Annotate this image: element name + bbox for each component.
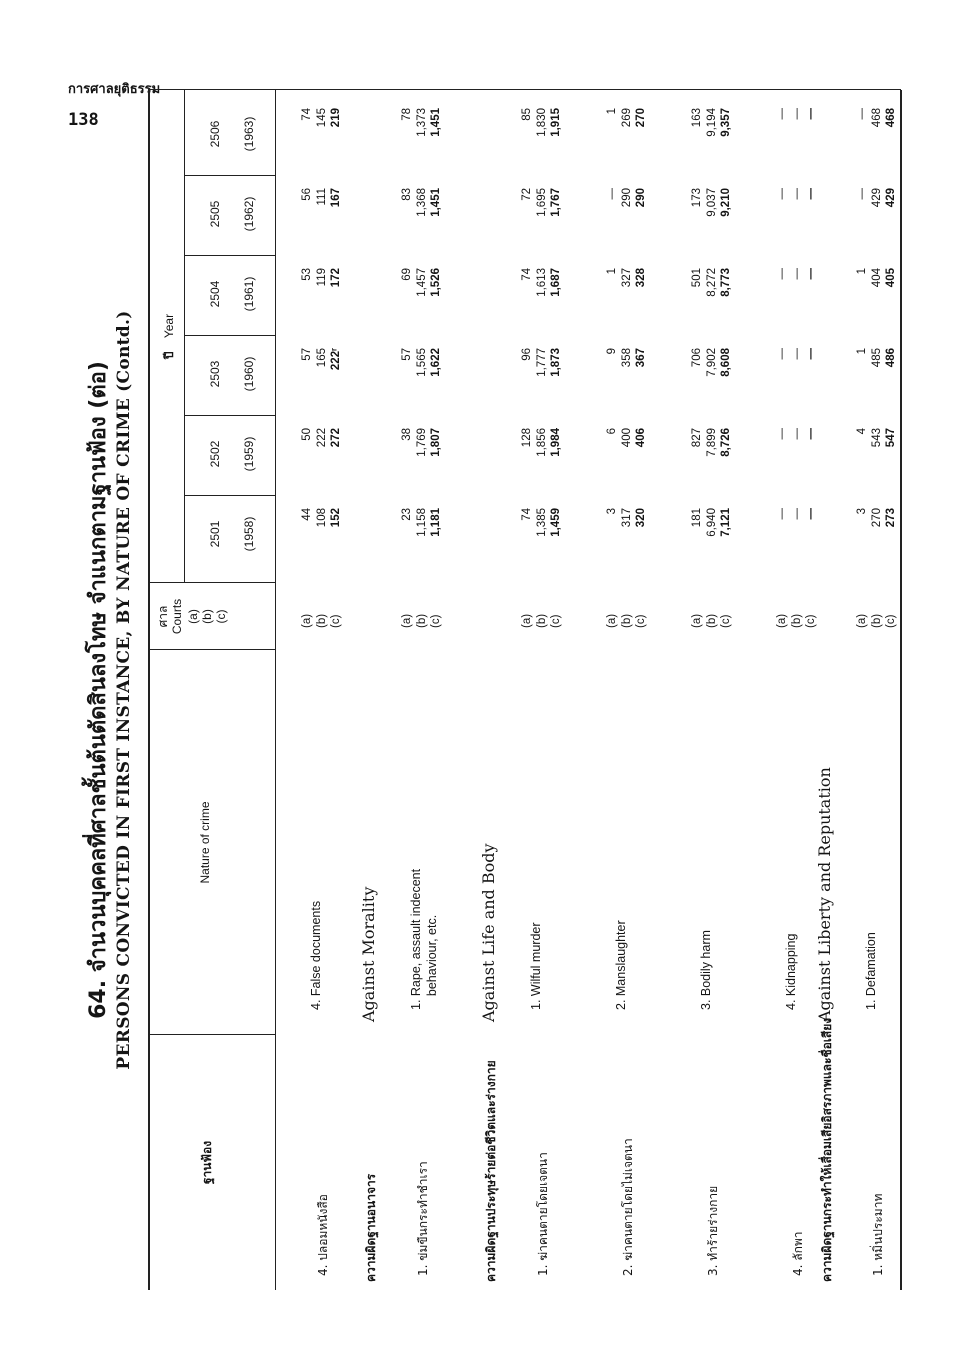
cell-c-2505: 1,451 bbox=[430, 188, 442, 217]
cell-b-2502: 1,856 bbox=[535, 428, 548, 457]
cell-b-2506: 145 bbox=[315, 108, 328, 128]
cell-b-2504: 1,613 bbox=[535, 268, 548, 297]
court-code-a: (a) bbox=[521, 613, 533, 628]
year-ce-4: (1962) bbox=[242, 196, 256, 232]
year-divider bbox=[184, 495, 276, 496]
court-code-a: (a) bbox=[776, 613, 788, 628]
charge-label-thai: 1. ข่มขืนกระทำชำเรา bbox=[416, 1161, 430, 1276]
cell-b-2506: 468 bbox=[870, 108, 883, 128]
cell-c-2505: 429 bbox=[885, 188, 897, 208]
cell-a-2506: — bbox=[856, 108, 868, 120]
cell-a-2505: — bbox=[776, 188, 788, 200]
cell-c-2504: 8,773 bbox=[720, 268, 732, 297]
header-bottom-rule bbox=[275, 90, 276, 1290]
year-be-4: 2505 bbox=[208, 200, 222, 228]
charge-label-thai: 2. ฆ่าคนตายโดยไม่เจตนา bbox=[621, 1138, 635, 1276]
cell-c-2501: 152 bbox=[330, 508, 342, 528]
cell-b-2501: 108 bbox=[315, 508, 328, 528]
cell-a-2503: 57 bbox=[301, 348, 313, 361]
column-header-courts-codes: (a) (b) (c) bbox=[186, 609, 228, 624]
charge-label-thai: 3. ทำร้ายร่างกาย bbox=[706, 1185, 720, 1276]
cell-c-2503: 486 bbox=[885, 348, 897, 368]
year-label-thai: ปี bbox=[162, 351, 176, 360]
crime-label: 1. Rape, assault indecent behaviour, etc. bbox=[409, 868, 439, 1010]
cell-b-2504: 404 bbox=[870, 268, 883, 288]
category-label-thai: ความผิดฐานกระทำให้เสื่อมเสียอิสรภาพและชื่อเสียง bbox=[820, 1017, 834, 1282]
cell-b-2505: 111 bbox=[315, 188, 328, 206]
court-code-c: (c) bbox=[330, 614, 342, 628]
cell-b-2503: 358 bbox=[620, 348, 633, 368]
cell-c-2502: 547 bbox=[885, 428, 897, 448]
cell-b-2502: 400 bbox=[620, 428, 633, 448]
rotated-table-block bbox=[80, 90, 900, 1290]
court-code-a: (a) bbox=[606, 613, 618, 628]
year-ce-3: (1961) bbox=[242, 276, 256, 312]
running-header-section: การศาลยุติธรรม bbox=[68, 82, 161, 97]
page-number: 138 bbox=[68, 110, 99, 130]
cell-b-2504: — bbox=[790, 268, 803, 280]
court-code-b: (b) bbox=[790, 613, 803, 628]
cell-c-2502: 1,984 bbox=[550, 428, 562, 457]
crime-label: 3. Bodily harm bbox=[699, 930, 713, 1010]
cell-a-2503: 96 bbox=[521, 348, 533, 361]
cell-a-2502: 827 bbox=[691, 428, 703, 448]
cell-a-2505: 173 bbox=[691, 188, 703, 208]
cell-c-2502: — bbox=[805, 428, 817, 440]
court-code-b: (b) bbox=[620, 613, 633, 628]
cell-b-2503: 1,777 bbox=[535, 348, 548, 377]
cell-b-2503: — bbox=[790, 348, 803, 360]
cell-b-2502: — bbox=[790, 428, 803, 440]
cell-a-2501: 74 bbox=[521, 508, 533, 521]
cell-a-2505: — bbox=[606, 188, 618, 200]
court-code-b: (b) bbox=[315, 613, 328, 628]
year-divider bbox=[184, 255, 276, 256]
table-title-thai: 64. จำนวนบุคคลที่ศาลชั้นต้นตัดสินลงโทษ จำแนกตามฐานฟ้อง (ต่อ) bbox=[86, 361, 111, 1019]
cell-c-2503: 1,873 bbox=[550, 348, 562, 377]
charge-label-thai: 4. ลักพา bbox=[791, 1231, 805, 1276]
year-subheader-rule bbox=[184, 90, 185, 583]
cell-a-2501: — bbox=[776, 508, 788, 520]
category-label-thai: ความผิดฐานประทุษร้ายต่อชีวิตและร่างกาย bbox=[484, 1060, 498, 1282]
cell-b-2505: — bbox=[790, 188, 803, 200]
year-label: Year bbox=[162, 313, 176, 339]
court-code-a: (a) bbox=[856, 613, 868, 628]
cell-a-2506: 78 bbox=[401, 108, 413, 121]
cell-b-2503: 165 bbox=[315, 348, 328, 368]
cell-a-2506: 85 bbox=[521, 108, 533, 121]
cell-c-2501: 1,181 bbox=[430, 508, 442, 537]
cell-b-2503: 1,565 bbox=[415, 348, 428, 377]
cell-b-2505: 9,037 bbox=[705, 188, 718, 217]
cell-b-2502: 1,769 bbox=[415, 428, 428, 457]
cell-a-2505: 83 bbox=[401, 188, 413, 201]
crime-label: 2. Manslaughter bbox=[614, 920, 628, 1010]
cell-a-2505: — bbox=[856, 188, 868, 200]
year-divider bbox=[184, 415, 276, 416]
cell-a-2505: 72 bbox=[521, 188, 533, 201]
cell-b-2504: 1,457 bbox=[415, 268, 428, 297]
cell-b-2501: 1,385 bbox=[535, 508, 548, 537]
cell-b-2501: 6,940 bbox=[705, 508, 718, 537]
cell-a-2504: 69 bbox=[401, 268, 413, 281]
cell-a-2504: 74 bbox=[521, 268, 533, 281]
court-code-c: (c) bbox=[430, 614, 442, 628]
cell-b-2501: — bbox=[790, 508, 803, 520]
year-ce-5: (1963) bbox=[242, 116, 256, 152]
cell-c-2506: 468 bbox=[885, 108, 897, 128]
cell-a-2502: — bbox=[776, 428, 788, 440]
cell-b-2506: 269 bbox=[620, 108, 633, 128]
year-divider bbox=[184, 335, 276, 336]
crime-label: 1. Wilful murder bbox=[529, 922, 543, 1010]
court-code-c: (c) bbox=[550, 614, 562, 628]
cell-c-2503: 367 bbox=[635, 348, 647, 368]
cell-a-2501: 3 bbox=[856, 508, 868, 515]
cell-b-2503: 485 bbox=[870, 348, 883, 368]
cell-c-2504: 405 bbox=[885, 268, 897, 288]
cell-c-2504: 328 bbox=[635, 268, 647, 288]
column-header-charge: ฐานฟ้อง bbox=[200, 1140, 214, 1185]
cell-c-2502: 1,807 bbox=[430, 428, 442, 457]
cell-c-2506: 1,915 bbox=[550, 108, 562, 137]
crime-label: 4. False documents bbox=[309, 900, 323, 1010]
year-ce-0: (1958) bbox=[242, 516, 256, 552]
cell-a-2506: 1 bbox=[606, 108, 618, 115]
cell-a-2502: 6 bbox=[606, 428, 618, 435]
cell-b-2502: 543 bbox=[870, 428, 883, 448]
cell-a-2505: 56 bbox=[301, 188, 313, 201]
cell-c-2503: 8,608 bbox=[720, 348, 732, 377]
cell-a-2504: 501 bbox=[691, 268, 703, 288]
cell-c-2502: 8,726 bbox=[720, 428, 732, 457]
cell-c-2505: 167 bbox=[330, 188, 342, 208]
court-code-b: (b) bbox=[535, 613, 548, 628]
cell-c-2501: 7,121 bbox=[720, 508, 732, 537]
cell-b-2501: 270 bbox=[870, 508, 883, 528]
cell-c-2502: 406 bbox=[635, 428, 647, 448]
cell-b-2503: 7,902 bbox=[705, 348, 718, 377]
cell-b-2502: 7,899 bbox=[705, 428, 718, 457]
cell-c-2505: 1,767 bbox=[550, 188, 562, 217]
cell-a-2501: 23 bbox=[401, 508, 413, 521]
table-title-english: PERSONS CONVICTED IN FIRST INSTANCE, BY NATURE OF CRIME (Contd.) bbox=[114, 310, 134, 1070]
cell-a-2503: 706 bbox=[691, 348, 703, 368]
court-code-b: (b) bbox=[415, 613, 428, 628]
cell-c-2506: 270 bbox=[635, 108, 647, 128]
cell-a-2502: 4 bbox=[856, 428, 868, 435]
cell-c-2504: 1,526 bbox=[430, 268, 442, 297]
court-code-a: (a) bbox=[301, 613, 313, 628]
cell-b-2506: 1,830 bbox=[535, 108, 548, 137]
cell-c-2503: 1,622 bbox=[430, 348, 442, 377]
cell-c-2502: 272 bbox=[330, 428, 342, 448]
cell-b-2505: 1,695 bbox=[535, 188, 548, 217]
year-be-2: 2503 bbox=[208, 360, 222, 388]
court-code-b: (b) bbox=[870, 613, 883, 628]
cell-c-2504: 1,687 bbox=[550, 268, 562, 297]
column-header-nature: Nature of crime bbox=[198, 801, 212, 884]
charge-label-thai: 1. ฆ่าคนตายโดยเจตนา bbox=[536, 1152, 550, 1276]
court-code-c: (c) bbox=[805, 614, 817, 628]
cell-b-2506: 1,373 bbox=[415, 108, 428, 137]
cell-c-2505: — bbox=[805, 188, 817, 200]
cell-b-2505: 290 bbox=[620, 188, 633, 208]
column-header-courts-thai: ศาล bbox=[156, 605, 170, 628]
year-ce-2: (1960) bbox=[242, 356, 256, 392]
cell-a-2506: — bbox=[776, 108, 788, 120]
cell-c-2504: 172 bbox=[330, 268, 342, 288]
cell-c-2506: — bbox=[805, 108, 817, 120]
cell-a-2504: 1 bbox=[606, 268, 618, 275]
cell-b-2502: 222 bbox=[315, 428, 328, 448]
cell-a-2504: — bbox=[776, 268, 788, 280]
cell-c-2505: 9,210 bbox=[720, 188, 732, 217]
cell-a-2503: 1 bbox=[856, 348, 868, 355]
category-label: Against Morality bbox=[359, 886, 378, 1022]
cell-c-2506: 9,357 bbox=[720, 108, 732, 137]
cell-c-2506: 219 bbox=[330, 108, 342, 128]
year-be-3: 2504 bbox=[208, 280, 222, 308]
category-label: Against Liberty and Reputation bbox=[815, 767, 834, 1022]
court-code-c: (c) bbox=[720, 614, 732, 628]
cell-c-2505: 290 bbox=[635, 188, 647, 208]
cell-c-2504: — bbox=[805, 268, 817, 280]
column-header-courts: Courts bbox=[170, 598, 184, 635]
charge-label-thai: 4. ปลอมหนังสือ bbox=[316, 1194, 330, 1276]
table-right-rule bbox=[148, 89, 901, 90]
cell-c-2501: 320 bbox=[635, 508, 647, 528]
cell-a-2501: 3 bbox=[606, 508, 618, 515]
cell-b-2501: 317 bbox=[620, 508, 633, 528]
cell-a-2502: 50 bbox=[301, 428, 313, 441]
category-label-thai: ความผิดฐานอนาจาร bbox=[364, 1173, 378, 1282]
charge-label-thai: 1. หมิ่นประมาท bbox=[871, 1193, 885, 1276]
cell-a-2506: 74 bbox=[301, 108, 313, 121]
cell-a-2504: 1 bbox=[856, 268, 868, 275]
cell-b-2504: 327 bbox=[620, 268, 633, 288]
table-top-rule bbox=[148, 90, 150, 1290]
cell-b-2505: 1,368 bbox=[415, 188, 428, 217]
cell-a-2503: 9 bbox=[606, 348, 618, 355]
cell-c-2501: 1,459 bbox=[550, 508, 562, 537]
cell-a-2503: — bbox=[776, 348, 788, 360]
cell-b-2506: — bbox=[790, 108, 803, 120]
year-be-0: 2501 bbox=[208, 520, 222, 548]
cell-a-2502: 128 bbox=[521, 428, 533, 448]
cell-b-2501: 1,158 bbox=[415, 508, 428, 537]
cell-c-2506: 1,451 bbox=[430, 108, 442, 137]
category-label: Against Life and Body bbox=[479, 843, 498, 1022]
cell-b-2506: 9,194 bbox=[705, 108, 718, 137]
cell-c-2503: 222ʳ bbox=[330, 348, 342, 371]
year-be-5: 2506 bbox=[208, 120, 222, 148]
cell-a-2504: 53 bbox=[301, 268, 313, 281]
year-be-1: 2502 bbox=[208, 440, 222, 468]
year-ce-1: (1959) bbox=[242, 436, 256, 472]
year-divider bbox=[184, 175, 276, 176]
crime-label: 1. Defamation bbox=[864, 932, 878, 1010]
cell-a-2501: 44 bbox=[301, 508, 313, 521]
cell-b-2504: 119 bbox=[315, 268, 328, 287]
cell-b-2505: 429 bbox=[870, 188, 883, 208]
cell-a-2502: 38 bbox=[401, 428, 413, 441]
cell-a-2506: 163 bbox=[691, 108, 703, 128]
cell-c-2501: — bbox=[805, 508, 817, 520]
court-code-c: (c) bbox=[885, 614, 897, 628]
crime-label: 4. Kidnapping bbox=[784, 933, 798, 1010]
column-header-year bbox=[160, 90, 179, 583]
cell-a-2503: 57 bbox=[401, 348, 413, 361]
court-code-a: (a) bbox=[401, 613, 413, 628]
court-code-c: (c) bbox=[635, 614, 647, 628]
cell-c-2503: — bbox=[805, 348, 817, 360]
court-code-b: (b) bbox=[705, 613, 718, 628]
cell-a-2501: 181 bbox=[691, 508, 703, 528]
cell-b-2504: 8,272 bbox=[705, 268, 718, 297]
cell-c-2501: 273 bbox=[885, 508, 897, 528]
court-code-a: (a) bbox=[691, 613, 703, 628]
table-bottom-rule bbox=[900, 90, 902, 1290]
